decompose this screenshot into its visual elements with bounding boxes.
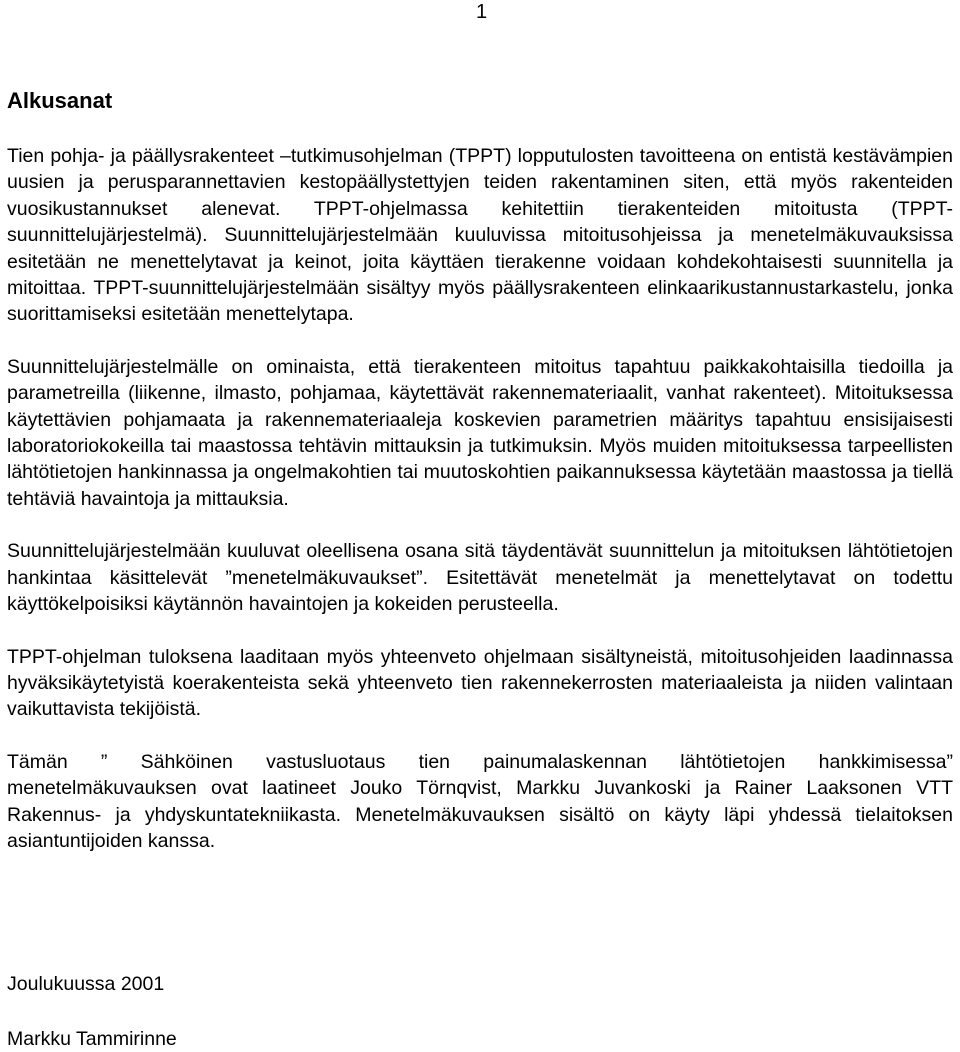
page-title: Alkusanat	[7, 88, 113, 113]
signoff-date: Joulukuussa 2001	[7, 973, 165, 995]
body-text	[7, 143, 953, 880]
signoff-author: Markku Tammirinne	[7, 1028, 177, 1050]
paragraph-intro: Tien pohja- ja päällysrakenteet –tutkimusohjelman (TPPT) lopputulosten tavoitteena on entistä kestävämpien uusien ja perusparannettavien kestopäällystettyjen teiden rakentaminen siten, että myös rakenteiden vuosikustannukset alenevat. TPPT-ohjelmassa kehitettiin tierakenteiden mitoitusta (TPPT-suunnittelujärjestelmä). Suunnittelujärjestelmään kuuluvissa mitoitusohjeissa ja menetelmäkuvauksissa esitetään ne menettelytavat ja keinot, joita käyttäen tierakenne voidaan kohdekohtaisesti suunnitella ja mitoittaa. TPPT-suunnittelujärjestelmään sisältyy myös päällysrakenteen elinkaarikustannustarkastelu, jonka suorittamiseksi esitetään menettelytapa.	[7, 145, 953, 326]
paragraph-method-descriptions: Suunnittelujärjestelmään kuuluvat oleellisena osana sitä täydentävät suunnittelun ja mitoituksen lähtötietojen hankintaa käsittelevät ”menetelmäkuvaukset”. Esitettävät menetelmät ja menettelytavat on todettu käyttökelpoisiksi käytännön havaintojen ja kokeiden perusteella.	[7, 540, 953, 616]
paragraph-summary: TPPT-ohjelman tuloksena laaditaan myös yhteenveto ohjelmaan sisältyneistä, mitoitusohjeiden laadinnassa hyväksikäytetyistä koerakenteista sekä yhteenveto tien rakennekerrosten materiaaleista ja niiden valintaan vaikuttavista tekijöistä.	[7, 645, 953, 721]
paragraph-authors: Tämän ” Sähköinen vastusluotaus tien painumalaskennan lähtötietojen hankkimisessa” menetelmäkuvauksen ovat laatineet Jouko Törnqvist, Markku Juvankoski ja Rainer Laaksonen VTT Rakennus- ja yhdyskuntatekniikasta. Menetelmäkuvauksen sisältö on käyty läpi yhdessä tielaitoksen asiantuntijoiden kanssa.	[7, 750, 953, 852]
paragraph-design-system: Suunnittelujärjestelmälle on ominaista, että tierakenteen mitoitus tapahtuu paikkakohtaisilla tiedoilla ja parametreilla (liikenne, ilmasto, pohjamaa, käytettävät rakennemateriaalit, vanhat rakenteet). Mitoituksessa käytettävien pohjamaata ja rakennemateriaaleja koskevien parametrien määritys tapahtuu ensisijaisesti laboratoriokokeilla tai maastossa tehtävin mittauksin ja tutkimuksin. Myös muiden mitoituksessa tarpeellisten lähtötietojen hankinnassa ja ongelmakohtien tai muutoskohtien paikannuksessa käytetään maastossa ja tiellä tehtäviä havaintoja ja mittauksia.	[7, 355, 953, 510]
page-number: 1	[476, 1, 488, 23]
